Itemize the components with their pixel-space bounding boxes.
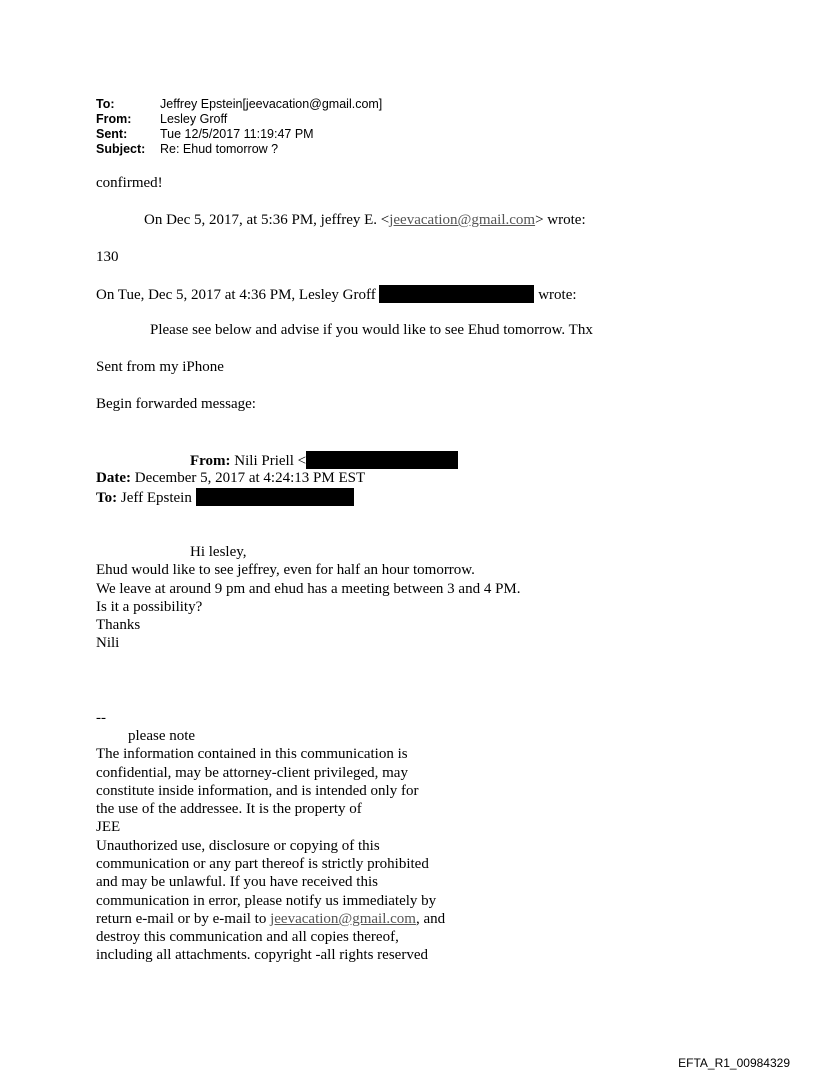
- disclaimer-please-note: please note: [128, 728, 196, 744]
- fwd-line: Thanks: [96, 617, 141, 633]
- fwd-date-value: December 5, 2017 at 4:24:13 PM EST: [134, 470, 366, 486]
- fwd-line: Is it a possibility?: [96, 599, 203, 615]
- fwd-greeting: Hi lesley,: [190, 544, 247, 560]
- fwd-line: Ehud would like to see jeffrey, even for half an hour tomorrow.: [96, 562, 475, 578]
- sent-label: Sent:: [96, 127, 128, 141]
- disclaimer-return-prefix: return e-mail or by e-mail to: [96, 911, 271, 927]
- disclaimer-line: communication or any part thereof is strictly prohibited: [96, 856, 429, 872]
- disclaimer-line: confidential, may be attorney-client privileged, may: [96, 765, 408, 781]
- sent-value: Tue 12/5/2017 11:19:47 PM: [160, 127, 314, 141]
- disclaimer-line: the use of the addressee. It is the property of: [96, 801, 362, 817]
- to-label: To:: [96, 97, 115, 111]
- disclaimer-line: including all attachments. copyright -all rights reserved: [96, 947, 428, 963]
- quote-2-prefix: On Tue, Dec 5, 2017 at 4:36 PM, Lesley Groff: [96, 287, 376, 303]
- sent-from-iphone: Sent from my iPhone: [96, 359, 224, 375]
- disclaimer-line: JEE: [96, 819, 121, 835]
- fwd-signature: Nili: [96, 635, 120, 651]
- disclaimer-return-line: [96, 910, 445, 928]
- fwd-date-line: [96, 469, 365, 487]
- fwd-from-line: [190, 451, 458, 470]
- advise-text: Please see below and advise if you would like to see Ehud tomorrow. Thx: [150, 322, 593, 338]
- from-label: From:: [96, 112, 132, 126]
- fwd-from-value: Nili Priell <: [234, 453, 307, 469]
- disclaimer-line: The information contained in this communication is: [96, 746, 408, 762]
- fwd-to-value: Jeff Epstein: [120, 490, 192, 506]
- document-id: EFTA_R1_00984329: [678, 1056, 790, 1070]
- disclaimer-line: and may be unlawful. If you have received this: [96, 874, 378, 890]
- disclaimer-dashes: --: [96, 710, 106, 726]
- quote-1-prefix: On Dec 5, 2017, at 5:36 PM, jeffrey E. <: [144, 212, 390, 228]
- subject-label: Subject:: [96, 142, 146, 156]
- disclaimer-line: Unauthorized use, disclosure or copying of this: [96, 838, 380, 854]
- disclaimer-line: communication in error, please notify us immediately by: [96, 893, 437, 909]
- from-value: Lesley Groff: [160, 112, 228, 126]
- quote-2-suffix: wrote:: [538, 287, 577, 303]
- confirmed-text: confirmed!: [96, 175, 163, 191]
- subject-value: Re: Ehud tomorrow ?: [160, 142, 279, 156]
- disclaimer-line: destroy this communication and all copies thereof,: [96, 929, 399, 945]
- redaction-box: [306, 451, 458, 469]
- fwd-date-label: Date:: [96, 470, 131, 486]
- reply-130: 130: [96, 249, 119, 265]
- disclaimer-email-link[interactable]: jeevacation@gmail.com: [270, 911, 416, 927]
- quote-1-suffix: > wrote:: [535, 212, 586, 228]
- disclaimer-return-suffix: , and: [415, 911, 446, 927]
- quote-line-2: [96, 285, 577, 304]
- fwd-line: We leave at around 9 pm and ehud has a meeting between 3 and 4 PM.: [96, 581, 521, 597]
- begin-forwarded: Begin forwarded message:: [96, 396, 256, 412]
- quote-line-1: [144, 211, 586, 229]
- fwd-to-label: To:: [96, 490, 118, 506]
- fwd-from-label: From:: [190, 453, 231, 469]
- fwd-to-line: [96, 488, 354, 507]
- redaction-box: [379, 285, 534, 303]
- to-value: Jeffrey Epstein[jeevacation@gmail.com]: [160, 97, 383, 111]
- quote-1-email-link[interactable]: jeevacation@gmail.com: [389, 212, 536, 228]
- disclaimer-line: constitute inside information, and is intended only for: [96, 783, 419, 799]
- redaction-box: [196, 488, 354, 506]
